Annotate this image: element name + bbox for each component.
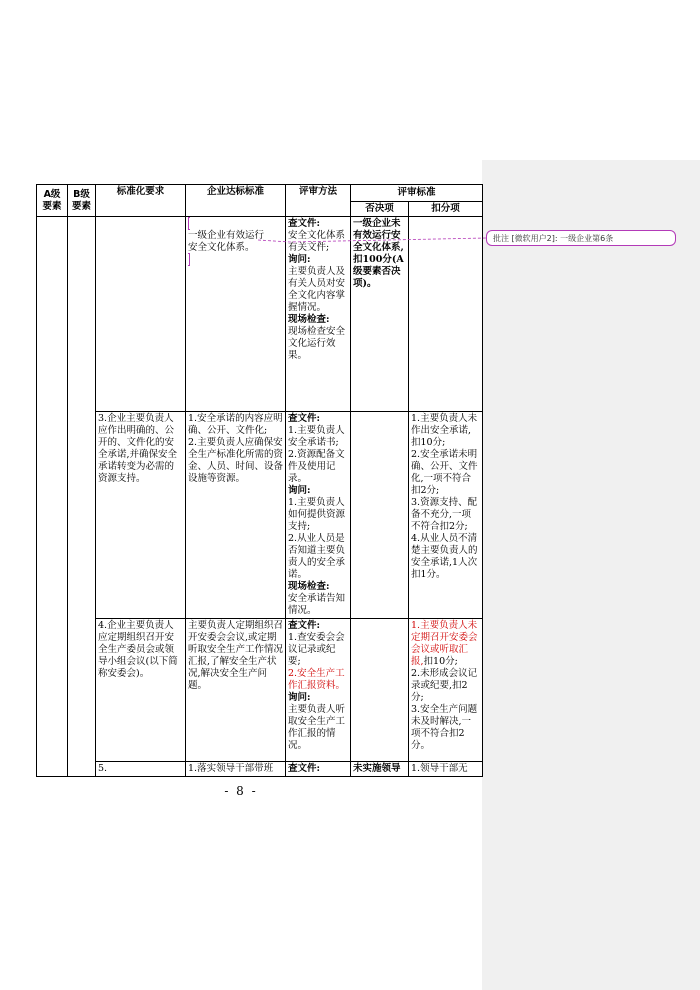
- header-review-method: 评审方法: [286, 185, 351, 217]
- row2-ent: 1.安全承诺的内容应明确、公开、文件化; 2.主要负责人应确保安全生产标准化所需的资金、人员、时间、设备设施等资源。: [186, 412, 286, 619]
- row4-ent: 1.落实领导干部带班: [186, 762, 286, 777]
- row4-method: 查文件:: [286, 762, 351, 777]
- row2-deduct: 1.主要负责人未作出安全承诺,扣10分; 2.安全承诺未明确、公开、文件化,一项不符合扣2分; 3.资源支持、配备不充分,一项不符合扣2分; 4.从业人员不清楚主要负责人的安全承诺,1人次扣1分。: [409, 412, 483, 619]
- page-number: - 8 -: [224, 784, 258, 798]
- row3-req: 4.企业主要负责人应定期组织召开安全生产委员会或领导小组会议(以下简称安委会)。: [96, 619, 186, 762]
- row3-veto: [351, 619, 409, 762]
- comment-balloon[interactable]: [486, 230, 676, 246]
- a-level-cell: [37, 217, 68, 777]
- row2-veto: [351, 412, 409, 619]
- row1-method: 查文件: 安全文化体系有关文件; 询问: 主要负责人及有关人员对安全文化内容掌握情况。 现场检查: 现场检查安全文化运行效果。: [286, 217, 351, 412]
- b-level-cell: [68, 217, 96, 777]
- header-review-std: 评审标准: [351, 185, 483, 202]
- header-std-req: 标准化要求: [96, 185, 186, 217]
- row3-method: 查文件: 1.查安委会会议记录或纪要; 2.安全生产工作汇报资料。 询问: 主要负责人听取安全生产工作汇报的情况。: [286, 619, 351, 762]
- row4-veto: 未实施领导: [351, 762, 409, 777]
- row4-req: 5.: [96, 762, 186, 777]
- row3-deduct: 1.主要负责人未定期召开安委会会议或听取汇报,扣10分; 2.未形成会议记录或纪要,扣2分; 3.安全生产问题未及时解决,一项不符合扣2分。: [409, 619, 483, 762]
- row2-method: 查文件: 1.主要负责人安全承诺书; 2.资源配备文件及使用记录。 询问: 1.主要负责人如何提供资源支持; 2.从业人员是否知道主要负责人的安全承诺。 现场检查: 安全承诺告知情况。: [286, 412, 351, 619]
- comment-text: 批注 [微软用户2]: 一级企业第6条: [493, 234, 614, 243]
- comment-pane: [482, 160, 700, 990]
- row2-req: 3.企业主要负责人应作出明确的、公开的、文件化的安全承诺,并确保安全承诺转变为必需的资源支持。: [96, 412, 186, 619]
- standard-table: [36, 184, 483, 777]
- row3-ent: 主要负责人定期组织召开安委会会议,或定期听取安全生产工作情况汇报,了解安全生产状况,解决安全生产问题。: [186, 619, 286, 762]
- header-deduct: 扣分项: [409, 202, 483, 217]
- header-ent-std: 企业达标标准: [186, 185, 286, 217]
- row1-req: [96, 217, 186, 412]
- row1-ent: [186, 217, 286, 412]
- row1-deduct: [409, 217, 483, 412]
- annotated-text[interactable]: 一级企业有效运行 安全文化体系。: [188, 217, 283, 266]
- row1-veto: 一级企业未有效运行安全文化体系,扣100分(A级要素否决项)。: [351, 217, 409, 412]
- header-b-level: B级要素: [68, 185, 96, 217]
- header-veto: 否决项: [351, 202, 409, 217]
- header-a-level: A级要素: [37, 185, 68, 217]
- row4-deduct: 1.领导干部无: [409, 762, 483, 777]
